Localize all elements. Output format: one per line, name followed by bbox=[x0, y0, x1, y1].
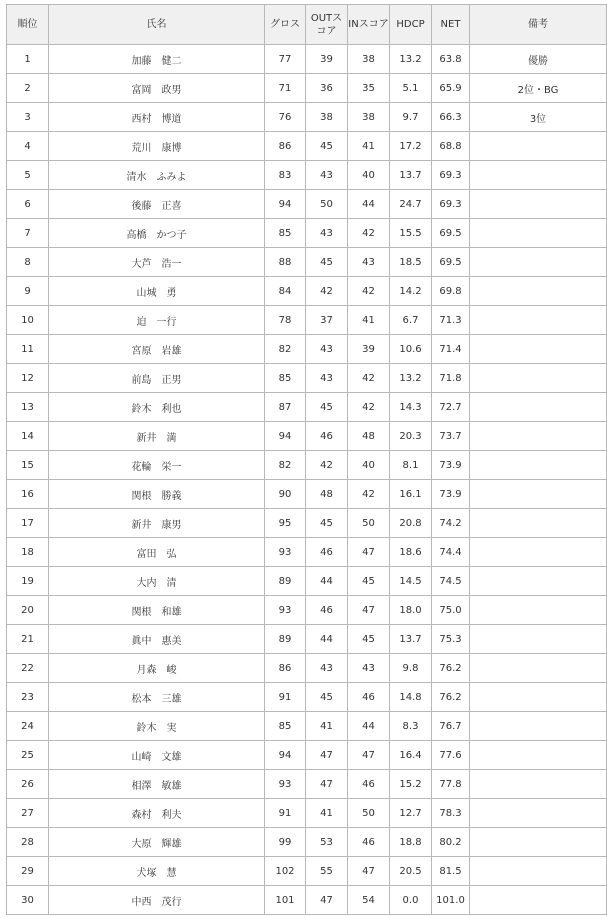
header-net: NET bbox=[432, 5, 470, 45]
cell-net: 71.8 bbox=[432, 364, 470, 393]
header-in-score: INスコア bbox=[348, 5, 390, 45]
cell-gross: 101 bbox=[265, 886, 306, 915]
cell-gross: 77 bbox=[265, 45, 306, 74]
cell-out-score: 38 bbox=[306, 103, 348, 132]
cell-gross: 85 bbox=[265, 219, 306, 248]
cell-out-score: 45 bbox=[306, 393, 348, 422]
cell-rank: 23 bbox=[7, 683, 49, 712]
cell-remark bbox=[470, 654, 607, 683]
cell-net: 69.5 bbox=[432, 248, 470, 277]
cell-in-score: 42 bbox=[348, 364, 390, 393]
table-row bbox=[7, 857, 607, 886]
cell-hdcp: 13.7 bbox=[390, 625, 432, 654]
cell-net: 74.5 bbox=[432, 567, 470, 596]
cell-out-score: 41 bbox=[306, 799, 348, 828]
cell-name: 眞中 惠美 bbox=[49, 625, 265, 654]
cell-remark bbox=[470, 364, 607, 393]
cell-net: 75.3 bbox=[432, 625, 470, 654]
cell-hdcp: 8.3 bbox=[390, 712, 432, 741]
cell-hdcp: 9.8 bbox=[390, 654, 432, 683]
cell-out-score: 50 bbox=[306, 190, 348, 219]
cell-hdcp: 16.4 bbox=[390, 741, 432, 770]
header-name: 氏名 bbox=[49, 5, 265, 45]
cell-in-score: 46 bbox=[348, 683, 390, 712]
cell-gross: 91 bbox=[265, 683, 306, 712]
cell-hdcp: 9.7 bbox=[390, 103, 432, 132]
cell-gross: 85 bbox=[265, 364, 306, 393]
cell-gross: 93 bbox=[265, 596, 306, 625]
cell-name: 加藤 健二 bbox=[49, 45, 265, 74]
cell-net: 66.3 bbox=[432, 103, 470, 132]
cell-net: 69.3 bbox=[432, 190, 470, 219]
cell-hdcp: 6.7 bbox=[390, 306, 432, 335]
cell-out-score: 42 bbox=[306, 451, 348, 480]
cell-gross: 93 bbox=[265, 538, 306, 567]
cell-rank: 30 bbox=[7, 886, 49, 915]
table-row bbox=[7, 770, 607, 799]
cell-gross: 91 bbox=[265, 799, 306, 828]
cell-rank: 19 bbox=[7, 567, 49, 596]
cell-net: 71.3 bbox=[432, 306, 470, 335]
cell-remark bbox=[470, 712, 607, 741]
cell-name: 関根 勝義 bbox=[49, 480, 265, 509]
cell-remark bbox=[470, 828, 607, 857]
cell-hdcp: 24.7 bbox=[390, 190, 432, 219]
table-row bbox=[7, 828, 607, 857]
cell-name: 宮原 岩雄 bbox=[49, 335, 265, 364]
cell-in-score: 45 bbox=[348, 567, 390, 596]
cell-name: 清水 ふみよ bbox=[49, 161, 265, 190]
cell-rank: 18 bbox=[7, 538, 49, 567]
cell-out-score: 43 bbox=[306, 335, 348, 364]
cell-rank: 8 bbox=[7, 248, 49, 277]
cell-gross: 71 bbox=[265, 74, 306, 103]
cell-hdcp: 12.7 bbox=[390, 799, 432, 828]
cell-gross: 76 bbox=[265, 103, 306, 132]
cell-net: 101.0 bbox=[432, 886, 470, 915]
cell-name: 月森 峻 bbox=[49, 654, 265, 683]
cell-remark bbox=[470, 451, 607, 480]
cell-name: 山城 勇 bbox=[49, 277, 265, 306]
cell-remark bbox=[470, 886, 607, 915]
cell-net: 69.8 bbox=[432, 277, 470, 306]
cell-out-score: 44 bbox=[306, 625, 348, 654]
cell-hdcp: 18.6 bbox=[390, 538, 432, 567]
header-gross: グロス bbox=[265, 5, 306, 45]
table-row bbox=[7, 712, 607, 741]
cell-out-score: 42 bbox=[306, 277, 348, 306]
header-rank: 順位 bbox=[7, 5, 49, 45]
cell-net: 74.2 bbox=[432, 509, 470, 538]
cell-net: 72.7 bbox=[432, 393, 470, 422]
cell-hdcp: 14.5 bbox=[390, 567, 432, 596]
cell-gross: 78 bbox=[265, 306, 306, 335]
cell-remark: 2位・BG bbox=[470, 74, 607, 103]
table-row bbox=[7, 132, 607, 161]
cell-rank: 16 bbox=[7, 480, 49, 509]
cell-name: 大原 輝雄 bbox=[49, 828, 265, 857]
cell-out-score: 46 bbox=[306, 538, 348, 567]
cell-hdcp: 13.2 bbox=[390, 364, 432, 393]
table-row bbox=[7, 422, 607, 451]
cell-rank: 6 bbox=[7, 190, 49, 219]
cell-net: 80.2 bbox=[432, 828, 470, 857]
cell-gross: 86 bbox=[265, 654, 306, 683]
cell-net: 69.3 bbox=[432, 161, 470, 190]
cell-hdcp: 18.8 bbox=[390, 828, 432, 857]
cell-out-score: 41 bbox=[306, 712, 348, 741]
table-row bbox=[7, 335, 607, 364]
header-out-score: OUTスコア bbox=[306, 5, 348, 45]
table-row bbox=[7, 654, 607, 683]
table-row bbox=[7, 219, 607, 248]
cell-name: 西村 博道 bbox=[49, 103, 265, 132]
cell-net: 69.5 bbox=[432, 219, 470, 248]
cell-name: 新井 満 bbox=[49, 422, 265, 451]
cell-in-score: 43 bbox=[348, 654, 390, 683]
table-row bbox=[7, 277, 607, 306]
cell-out-score: 47 bbox=[306, 886, 348, 915]
cell-name: 富岡 政男 bbox=[49, 74, 265, 103]
cell-net: 77.8 bbox=[432, 770, 470, 799]
results-table bbox=[6, 4, 607, 915]
table-row bbox=[7, 248, 607, 277]
table-row bbox=[7, 45, 607, 74]
cell-rank: 7 bbox=[7, 219, 49, 248]
cell-remark: 3位 bbox=[470, 103, 607, 132]
cell-remark bbox=[470, 422, 607, 451]
cell-remark bbox=[470, 219, 607, 248]
cell-gross: 82 bbox=[265, 451, 306, 480]
cell-out-score: 47 bbox=[306, 770, 348, 799]
cell-out-score: 36 bbox=[306, 74, 348, 103]
cell-rank: 5 bbox=[7, 161, 49, 190]
cell-name: 山崎 文雄 bbox=[49, 741, 265, 770]
cell-remark bbox=[470, 596, 607, 625]
header-remark: 備考 bbox=[470, 5, 607, 45]
cell-rank: 20 bbox=[7, 596, 49, 625]
cell-net: 73.9 bbox=[432, 480, 470, 509]
cell-in-score: 46 bbox=[348, 770, 390, 799]
cell-net: 81.5 bbox=[432, 857, 470, 886]
table-row bbox=[7, 741, 607, 770]
cell-out-score: 53 bbox=[306, 828, 348, 857]
cell-name: 後藤 正喜 bbox=[49, 190, 265, 219]
cell-gross: 87 bbox=[265, 393, 306, 422]
cell-in-score: 41 bbox=[348, 306, 390, 335]
cell-rank: 9 bbox=[7, 277, 49, 306]
table-row bbox=[7, 451, 607, 480]
cell-remark bbox=[470, 335, 607, 364]
cell-gross: 89 bbox=[265, 625, 306, 654]
cell-out-score: 44 bbox=[306, 567, 348, 596]
cell-out-score: 45 bbox=[306, 132, 348, 161]
table-row bbox=[7, 596, 607, 625]
cell-name: 相澤 敏雄 bbox=[49, 770, 265, 799]
cell-rank: 15 bbox=[7, 451, 49, 480]
cell-rank: 17 bbox=[7, 509, 49, 538]
cell-rank: 11 bbox=[7, 335, 49, 364]
cell-hdcp: 10.6 bbox=[390, 335, 432, 364]
cell-rank: 3 bbox=[7, 103, 49, 132]
cell-out-score: 43 bbox=[306, 219, 348, 248]
cell-remark: 優勝 bbox=[470, 45, 607, 74]
cell-gross: 83 bbox=[265, 161, 306, 190]
cell-out-score: 43 bbox=[306, 161, 348, 190]
cell-remark bbox=[470, 277, 607, 306]
table-header bbox=[7, 5, 607, 45]
cell-in-score: 42 bbox=[348, 480, 390, 509]
cell-in-score: 42 bbox=[348, 219, 390, 248]
cell-name: 犬塚 慧 bbox=[49, 857, 265, 886]
cell-gross: 88 bbox=[265, 248, 306, 277]
table-row bbox=[7, 190, 607, 219]
cell-net: 73.7 bbox=[432, 422, 470, 451]
cell-out-score: 43 bbox=[306, 654, 348, 683]
cell-out-score: 45 bbox=[306, 683, 348, 712]
cell-hdcp: 15.2 bbox=[390, 770, 432, 799]
cell-rank: 24 bbox=[7, 712, 49, 741]
table-row bbox=[7, 567, 607, 596]
cell-out-score: 45 bbox=[306, 509, 348, 538]
cell-hdcp: 20.5 bbox=[390, 857, 432, 886]
cell-out-score: 46 bbox=[306, 596, 348, 625]
cell-net: 63.8 bbox=[432, 45, 470, 74]
cell-net: 68.8 bbox=[432, 132, 470, 161]
cell-in-score: 48 bbox=[348, 422, 390, 451]
table-row bbox=[7, 74, 607, 103]
cell-in-score: 47 bbox=[348, 538, 390, 567]
cell-in-score: 50 bbox=[348, 799, 390, 828]
cell-out-score: 37 bbox=[306, 306, 348, 335]
cell-remark bbox=[470, 393, 607, 422]
cell-in-score: 35 bbox=[348, 74, 390, 103]
cell-remark bbox=[470, 770, 607, 799]
cell-remark bbox=[470, 799, 607, 828]
cell-name: 迫 一行 bbox=[49, 306, 265, 335]
cell-hdcp: 20.3 bbox=[390, 422, 432, 451]
cell-net: 76.2 bbox=[432, 654, 470, 683]
table-row bbox=[7, 625, 607, 654]
cell-remark bbox=[470, 480, 607, 509]
cell-rank: 10 bbox=[7, 306, 49, 335]
cell-out-score: 47 bbox=[306, 741, 348, 770]
cell-hdcp: 14.8 bbox=[390, 683, 432, 712]
cell-rank: 22 bbox=[7, 654, 49, 683]
cell-out-score: 46 bbox=[306, 422, 348, 451]
table-row bbox=[7, 364, 607, 393]
cell-out-score: 48 bbox=[306, 480, 348, 509]
cell-hdcp: 17.2 bbox=[390, 132, 432, 161]
cell-in-score: 43 bbox=[348, 248, 390, 277]
cell-net: 73.9 bbox=[432, 451, 470, 480]
cell-name: 鈴木 実 bbox=[49, 712, 265, 741]
cell-rank: 21 bbox=[7, 625, 49, 654]
cell-rank: 26 bbox=[7, 770, 49, 799]
table-row bbox=[7, 886, 607, 915]
table-body bbox=[7, 45, 607, 915]
cell-net: 76.7 bbox=[432, 712, 470, 741]
cell-rank: 2 bbox=[7, 74, 49, 103]
cell-name: 鈴木 利也 bbox=[49, 393, 265, 422]
cell-remark bbox=[470, 248, 607, 277]
cell-gross: 86 bbox=[265, 132, 306, 161]
cell-in-score: 40 bbox=[348, 161, 390, 190]
cell-remark bbox=[470, 190, 607, 219]
cell-gross: 90 bbox=[265, 480, 306, 509]
cell-rank: 28 bbox=[7, 828, 49, 857]
cell-net: 75.0 bbox=[432, 596, 470, 625]
cell-name: 松本 三雄 bbox=[49, 683, 265, 712]
cell-name: 富田 弘 bbox=[49, 538, 265, 567]
cell-hdcp: 18.5 bbox=[390, 248, 432, 277]
cell-gross: 95 bbox=[265, 509, 306, 538]
cell-hdcp: 14.3 bbox=[390, 393, 432, 422]
cell-name: 大内 清 bbox=[49, 567, 265, 596]
cell-gross: 93 bbox=[265, 770, 306, 799]
cell-net: 77.6 bbox=[432, 741, 470, 770]
header-hdcp: HDCP bbox=[390, 5, 432, 45]
cell-in-score: 46 bbox=[348, 828, 390, 857]
cell-in-score: 47 bbox=[348, 857, 390, 886]
cell-name: 前島 正男 bbox=[49, 364, 265, 393]
cell-in-score: 47 bbox=[348, 596, 390, 625]
cell-net: 65.9 bbox=[432, 74, 470, 103]
cell-name: 関根 和雄 bbox=[49, 596, 265, 625]
cell-hdcp: 18.0 bbox=[390, 596, 432, 625]
table-row bbox=[7, 683, 607, 712]
cell-rank: 4 bbox=[7, 132, 49, 161]
cell-in-score: 47 bbox=[348, 741, 390, 770]
cell-gross: 85 bbox=[265, 712, 306, 741]
cell-out-score: 39 bbox=[306, 45, 348, 74]
cell-name: 中西 茂行 bbox=[49, 886, 265, 915]
header-row bbox=[7, 5, 607, 45]
cell-gross: 82 bbox=[265, 335, 306, 364]
cell-net: 76.2 bbox=[432, 683, 470, 712]
table-row bbox=[7, 103, 607, 132]
cell-hdcp: 13.7 bbox=[390, 161, 432, 190]
cell-remark bbox=[470, 132, 607, 161]
cell-in-score: 41 bbox=[348, 132, 390, 161]
cell-in-score: 50 bbox=[348, 509, 390, 538]
cell-remark bbox=[470, 306, 607, 335]
cell-out-score: 45 bbox=[306, 248, 348, 277]
cell-name: 高橋 かつ子 bbox=[49, 219, 265, 248]
cell-rank: 29 bbox=[7, 857, 49, 886]
cell-gross: 94 bbox=[265, 741, 306, 770]
cell-gross: 102 bbox=[265, 857, 306, 886]
cell-name: 大芦 浩一 bbox=[49, 248, 265, 277]
cell-hdcp: 14.2 bbox=[390, 277, 432, 306]
cell-remark bbox=[470, 538, 607, 567]
cell-net: 71.4 bbox=[432, 335, 470, 364]
table-row bbox=[7, 306, 607, 335]
cell-name: 森村 利夫 bbox=[49, 799, 265, 828]
cell-in-score: 44 bbox=[348, 712, 390, 741]
cell-in-score: 42 bbox=[348, 393, 390, 422]
cell-remark bbox=[470, 857, 607, 886]
cell-out-score: 55 bbox=[306, 857, 348, 886]
cell-in-score: 42 bbox=[348, 277, 390, 306]
cell-in-score: 54 bbox=[348, 886, 390, 915]
cell-rank: 1 bbox=[7, 45, 49, 74]
cell-name: 荒川 康博 bbox=[49, 132, 265, 161]
cell-net: 78.3 bbox=[432, 799, 470, 828]
table-row bbox=[7, 393, 607, 422]
cell-hdcp: 8.1 bbox=[390, 451, 432, 480]
cell-remark bbox=[470, 567, 607, 596]
cell-remark bbox=[470, 161, 607, 190]
cell-gross: 94 bbox=[265, 190, 306, 219]
cell-remark bbox=[470, 509, 607, 538]
cell-remark bbox=[470, 683, 607, 712]
table-row bbox=[7, 799, 607, 828]
cell-hdcp: 15.5 bbox=[390, 219, 432, 248]
cell-in-score: 38 bbox=[348, 103, 390, 132]
table-row bbox=[7, 509, 607, 538]
cell-remark bbox=[470, 741, 607, 770]
cell-hdcp: 20.8 bbox=[390, 509, 432, 538]
cell-remark bbox=[470, 625, 607, 654]
cell-name: 新井 康男 bbox=[49, 509, 265, 538]
cell-rank: 27 bbox=[7, 799, 49, 828]
cell-rank: 13 bbox=[7, 393, 49, 422]
cell-hdcp: 0.0 bbox=[390, 886, 432, 915]
cell-in-score: 40 bbox=[348, 451, 390, 480]
table-row bbox=[7, 538, 607, 567]
cell-rank: 12 bbox=[7, 364, 49, 393]
table-row bbox=[7, 480, 607, 509]
cell-name: 花輪 栄一 bbox=[49, 451, 265, 480]
cell-gross: 89 bbox=[265, 567, 306, 596]
table-row bbox=[7, 161, 607, 190]
cell-hdcp: 13.2 bbox=[390, 45, 432, 74]
cell-gross: 99 bbox=[265, 828, 306, 857]
cell-net: 74.4 bbox=[432, 538, 470, 567]
cell-rank: 14 bbox=[7, 422, 49, 451]
cell-gross: 94 bbox=[265, 422, 306, 451]
cell-in-score: 38 bbox=[348, 45, 390, 74]
cell-in-score: 45 bbox=[348, 625, 390, 654]
cell-hdcp: 16.1 bbox=[390, 480, 432, 509]
cell-in-score: 39 bbox=[348, 335, 390, 364]
cell-gross: 84 bbox=[265, 277, 306, 306]
cell-rank: 25 bbox=[7, 741, 49, 770]
cell-out-score: 43 bbox=[306, 364, 348, 393]
cell-hdcp: 5.1 bbox=[390, 74, 432, 103]
cell-in-score: 44 bbox=[348, 190, 390, 219]
